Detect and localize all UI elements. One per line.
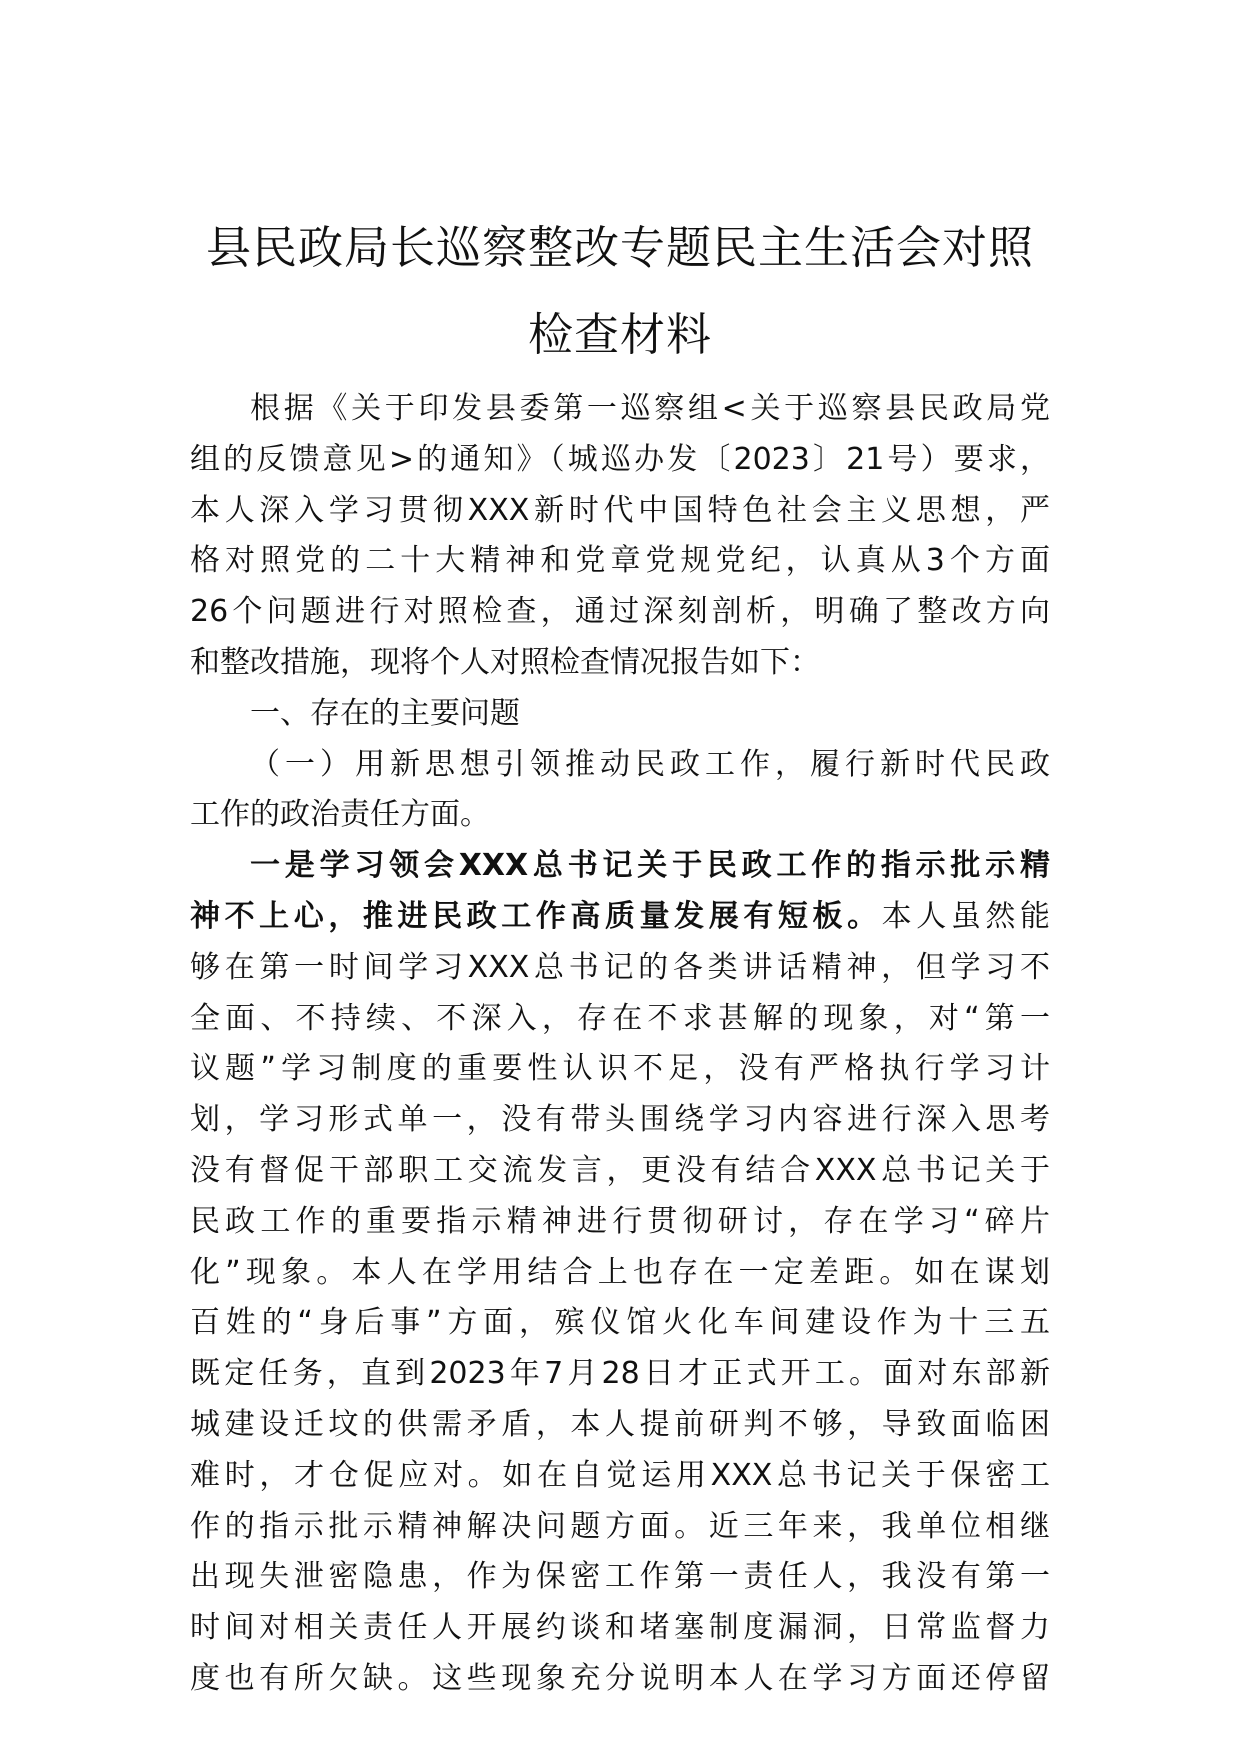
body-line [190, 1044, 1050, 1094]
body-text: 没有督促干部职工交流发言，更没有结合XXX总书记关于 [190, 1153, 1050, 1188]
document-title-line-1: 县民政局长巡察整改专题民主生活会对照 [205, 221, 1034, 274]
body-text: 组的反馈意见>的通知》（城巡办发〔2023〕21号）要求， [190, 441, 1050, 477]
body-line [190, 994, 1050, 1044]
document-title-line-2: 检查材料 [527, 308, 712, 361]
body-line [190, 1400, 1050, 1450]
body-line [190, 892, 1050, 942]
body-text: 26个问题进行对照检查，通过深刻剖析，明确了整改方向 [190, 594, 1050, 630]
body-line [250, 689, 1050, 739]
body-line [190, 1502, 1050, 1552]
body-line [190, 1451, 1050, 1501]
body-text: 出现失泄密隐患，作为保密工作第一责任人，我没有第一 [190, 1559, 1050, 1595]
body-text: 百姓的“身后事”方面，殡仪馆火化车间建设作为十三五 [190, 1305, 1050, 1341]
body-text: 度也有所欠缺。这些现象充分说明本人在学习方面还停留 [190, 1661, 1050, 1696]
body-line [190, 1654, 1050, 1704]
body-text: 全面、不持续、不深入，存在不求甚解的现象，对“第一 [190, 1000, 1050, 1036]
body-line [250, 740, 1050, 790]
bold-heading-text: 一是学习领会XXX总书记关于民政工作的指示批示精 [250, 848, 1050, 884]
body-text: （一）用新思想引领推动民政工作，履行新时代民政 [250, 746, 1050, 782]
body-text: 时间对相关责任人开展约谈和堵塞制度漏洞，日常监督力 [190, 1610, 1050, 1646]
body-line [190, 1095, 1050, 1145]
body-text: 城建设迁坟的供需矛盾，本人提前研判不够，导致面临困 [190, 1407, 1050, 1442]
body-line [190, 587, 1050, 637]
body-line [190, 1248, 1050, 1298]
body-line [190, 1197, 1050, 1247]
body-text: 根据《关于印发县委第一巡察组<关于巡察县民政局党 [250, 391, 1050, 426]
body-line [190, 1349, 1050, 1399]
body-line [190, 638, 1050, 688]
body-line [190, 790, 1050, 840]
body-line [190, 435, 1050, 485]
body-text: 化”现象。本人在学用结合上也存在一定差距。如在谋划 [190, 1254, 1050, 1290]
body-line [190, 536, 1050, 586]
body-text: 够在第一时间学习XXX总书记的各类讲话精神，但学习不 [190, 949, 1050, 985]
body-text: 格对照党的二十大精神和党章党规党纪，认真从3个方面 [190, 543, 1050, 579]
body-text: 民政工作的重要指示精神进行贯彻研讨，存在学习“碎片 [190, 1203, 1050, 1239]
body-text: 工作的政治责任方面。 [190, 797, 490, 833]
body-text: 划，学习形式单一，没有带头围绕学习内容进行深入思考 [190, 1102, 1050, 1138]
body-text: 难时，才仓促应对。如在自觉运用XXX总书记关于保密工 [190, 1457, 1050, 1493]
body-line [190, 486, 1050, 536]
body-line [190, 943, 1050, 993]
body-text: 议题”学习制度的重要性认识不足，没有严格执行学习计 [190, 1051, 1050, 1087]
body-line [190, 1146, 1050, 1196]
body-line [250, 384, 1050, 434]
body-text: 和整改措施，现将个人对照检查情况报告如下： [190, 645, 820, 680]
bold-heading-text: 神不上心，推进民政工作高质量发展有短板。 [190, 899, 882, 934]
body-line [190, 1603, 1050, 1653]
body-line [190, 1552, 1050, 1602]
body-line [190, 1298, 1050, 1348]
body-text: 本人深入学习贯彻XXX新时代中国特色社会主义思想，严 [190, 492, 1050, 528]
body-text: 作的指示批示精神解决问题方面。近三年来，我单位相继 [190, 1508, 1050, 1544]
body-line [250, 841, 1050, 891]
body-text: 既定任务，直到2023年7月28日才正式开工。面对东部新 [190, 1356, 1050, 1392]
body-text: 一、存在的主要问题 [250, 695, 520, 731]
body-text: 本人虽然能 [881, 899, 1050, 934]
